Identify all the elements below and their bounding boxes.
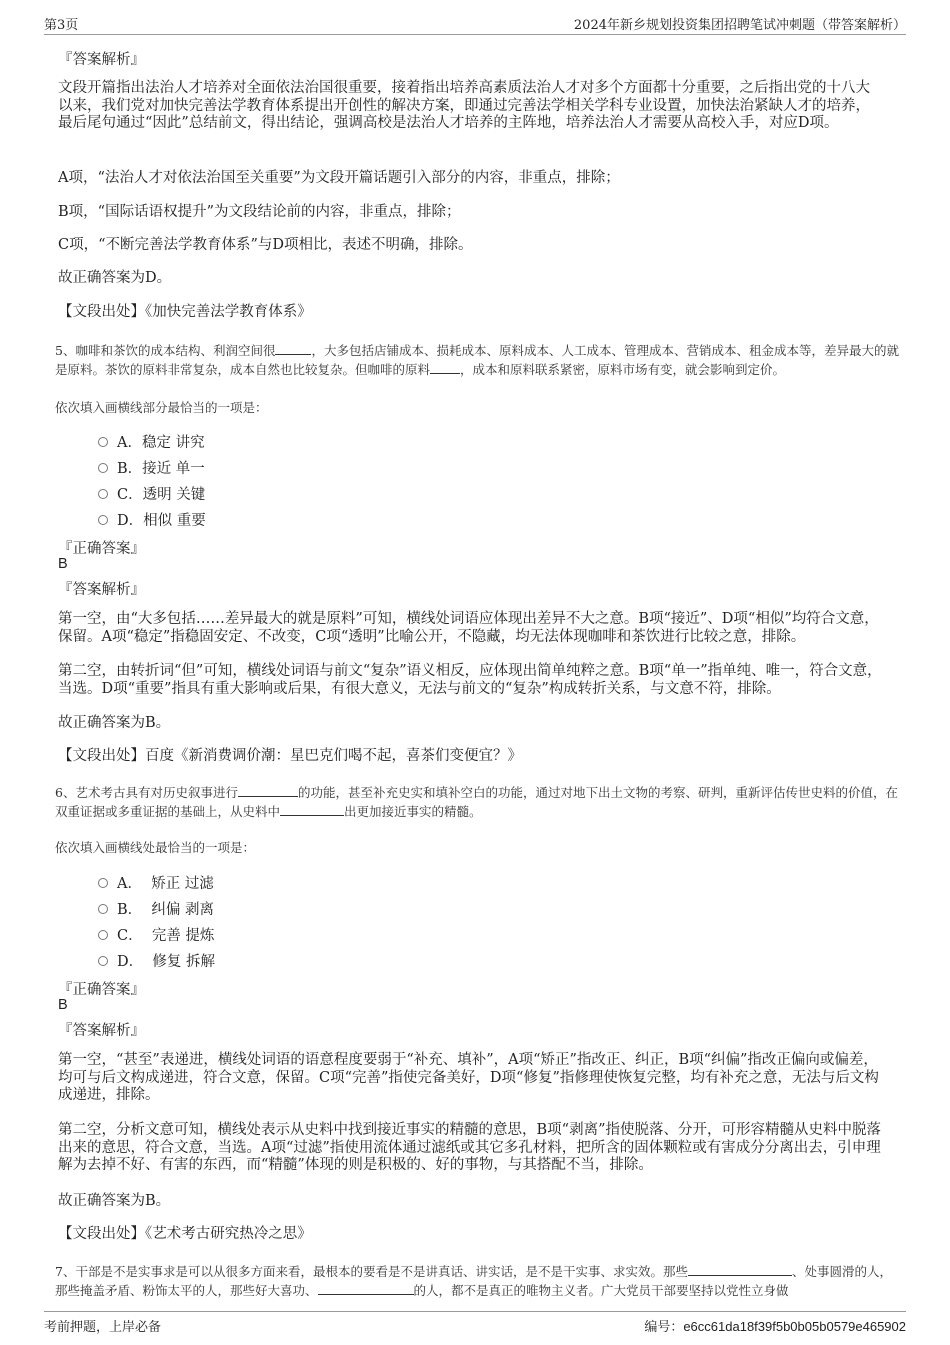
option-b[interactable]: B． 纠偏 剥离	[98, 898, 214, 918]
radio-icon[interactable]	[98, 463, 108, 473]
question-prompt: 依次填入画横线部分最恰当的一项是：	[55, 400, 268, 415]
analysis-paragraph: 文段开篇指出法治人才培养对全面依法治国很重要，接着指出培养高素质法治人才对多个方面都十分重要，之后指出党的十八大以来，我们党对加快完善法学教育体系提出开创性的解决方案，即通过完善法学相关学科专业设置，加快法治紧缺人才的培养，最后尾句通过“因此”总结前文，得出结论，强调高校是法治人才培养的主阵地，培养法治人才需要从高校入手，对应D项。	[58, 80, 870, 131]
analysis-label: 『答案解析』	[58, 52, 145, 68]
analysis-option-a: A项，“法治人才对依法治国至关重要”为文段开篇话题引入部分的内容，非重点，排除；	[58, 170, 620, 186]
blank	[238, 784, 298, 797]
analysis-paragraph: 第一空，由“大多包括……差异最大的就是原料”可知，横线处词语应体现出差异不大之意。B项“接近”、D项“相似”均符合文意，保留。A项“稳定”指稳固安定、不改变，C项“透明”比喻公开，不隐藏，均无法体现咖啡和茶饮进行比较之意，排除。	[58, 611, 879, 645]
analysis-label: 『答案解析』	[58, 582, 145, 598]
option-c[interactable]: C． 完善 提炼	[98, 924, 214, 944]
analysis-option-c: C项，“不断完善法学教育体系”与D项相比，表述不明确，排除。	[58, 237, 473, 253]
document-title: 2024年新乡规划投资集团招聘笔试冲刺题（带答案解析）	[573, 18, 906, 33]
option-d[interactable]: D．相似 重要	[98, 509, 206, 529]
blank	[318, 1282, 414, 1295]
answer-label: 『正确答案』	[58, 541, 145, 557]
radio-icon[interactable]	[98, 956, 108, 966]
blank	[688, 1263, 792, 1276]
page-footer	[44, 1311, 906, 1337]
answer-value: B	[58, 556, 68, 572]
answer-value: B	[58, 997, 68, 1013]
blank	[280, 803, 344, 816]
question-prompt: 依次填入画横线处最恰当的一项是：	[55, 840, 256, 855]
radio-icon[interactable]	[98, 515, 108, 525]
conclusion: 故正确答案为B。	[58, 1193, 171, 1209]
radio-icon[interactable]	[98, 878, 108, 888]
analysis-paragraph: 第二空，由转折词“但”可知，横线处词语与前文“复杂”语义相反，应体现出简单纯粹之意。B项“单一”指单纯、唯一，符合文意，当选。D项“重要”指具有重大影响或后果，有很大意义，无法与前文的“复杂”构成转折关系，与文意不符，排除。	[58, 663, 882, 697]
question-6-text: 6、艺术考古具有对历史叙事进行 的功能，甚至补充史实和填补空白的功能，通过对地下出土文物的考察、研判，重新评估传世史料的价值，在双重证据或多重证据的基础上，从史料中 出更加接近事实的精髓。	[55, 785, 898, 819]
analysis-label: 『答案解析』	[58, 1023, 145, 1039]
option-d[interactable]: D． 修复 拆解	[98, 950, 215, 970]
question-5-text: 5、咖啡和茶饮的成本结构、利润空间很 ，大多包括店铺成本、损耗成本、原料成本、人工成本、管理成本、营销成本、租金成本等，差异最大的就是原料。茶饮的原料非常复杂，成本自然也比较复杂。但咖啡的原料 ，成本和原料联系紧密，原料市场有变，就会影响到定价。	[55, 343, 899, 377]
source: 【文段出处】百度《新消费调价潮：星巴克们喝不起，喜茶们变便宜？》	[58, 748, 522, 764]
conclusion: 故正确答案为B。	[58, 715, 171, 731]
page-number: 第3页	[44, 18, 79, 33]
blank	[430, 361, 460, 374]
footer-slogan: 考前押题，上岸必备	[44, 1320, 162, 1335]
option-a[interactable]: A．稳定 讲究	[98, 431, 205, 451]
source: 【文段出处】《艺术考古研究热冷之思》	[58, 1226, 312, 1242]
analysis-paragraph: 第二空，分析文意可知，横线处表示从史料中找到接近事实的精髓的意思，B项“剥离”指使脱落、分开，可形容精髓从史料中脱落出来的意思，符合文意，当选。A项“过滤”指使用流体通过滤纸或其它多孔材料，把所含的固体颗粒或有害成分分离出去，引申理解为去掉不好、有害的东西，而“精髓”体现的则是积极的、好的事物，与其搭配不当，排除。	[58, 1122, 881, 1173]
radio-icon[interactable]	[98, 489, 108, 499]
source: 【文段出处】《加快完善法学教育体系》	[58, 304, 312, 320]
analysis-option-b: B项，“国际话语权提升”为文段结论前的内容，非重点，排除；	[58, 204, 461, 220]
blank	[275, 342, 311, 355]
answer-label: 『正确答案』	[58, 982, 145, 998]
option-c[interactable]: C．透明 关键	[98, 483, 205, 503]
radio-icon[interactable]	[98, 930, 108, 940]
page-header	[44, 14, 906, 35]
option-a[interactable]: A． 矫正 过滤	[98, 872, 214, 892]
document-code: 编号：e6cc61da18f39f5b0b05b0579e465902	[644, 1319, 906, 1334]
radio-icon[interactable]	[98, 437, 108, 447]
conclusion: 故正确答案为D。	[58, 270, 172, 286]
radio-icon[interactable]	[98, 904, 108, 914]
option-b[interactable]: B．接近 单一	[98, 457, 205, 477]
question-7-text: 7、干部是不是实事求是可以从很多方面来看，最根本的要看是不是讲真话、讲实话，是不是干实事、求实效。那些 、处事圆滑的人，那些掩盖矛盾、粉饰太平的人，那些好大喜功、 的人，都不是真正的唯物主义者。广大党员干部要坚持以党性立身做	[55, 1264, 892, 1298]
analysis-paragraph: 第一空，“甚至”表递进，横线处词语的语意程度要弱于“补充、填补”，A项“矫正”指改正、纠正，B项“纠偏”指改正偏向或偏差，均可与后文构成递进，符合文意，保留。C项“完善”指使完备美好，D项“修复”指修理使恢复完整，均有补充之意，无法与后文构成递进，排除。	[58, 1052, 879, 1103]
